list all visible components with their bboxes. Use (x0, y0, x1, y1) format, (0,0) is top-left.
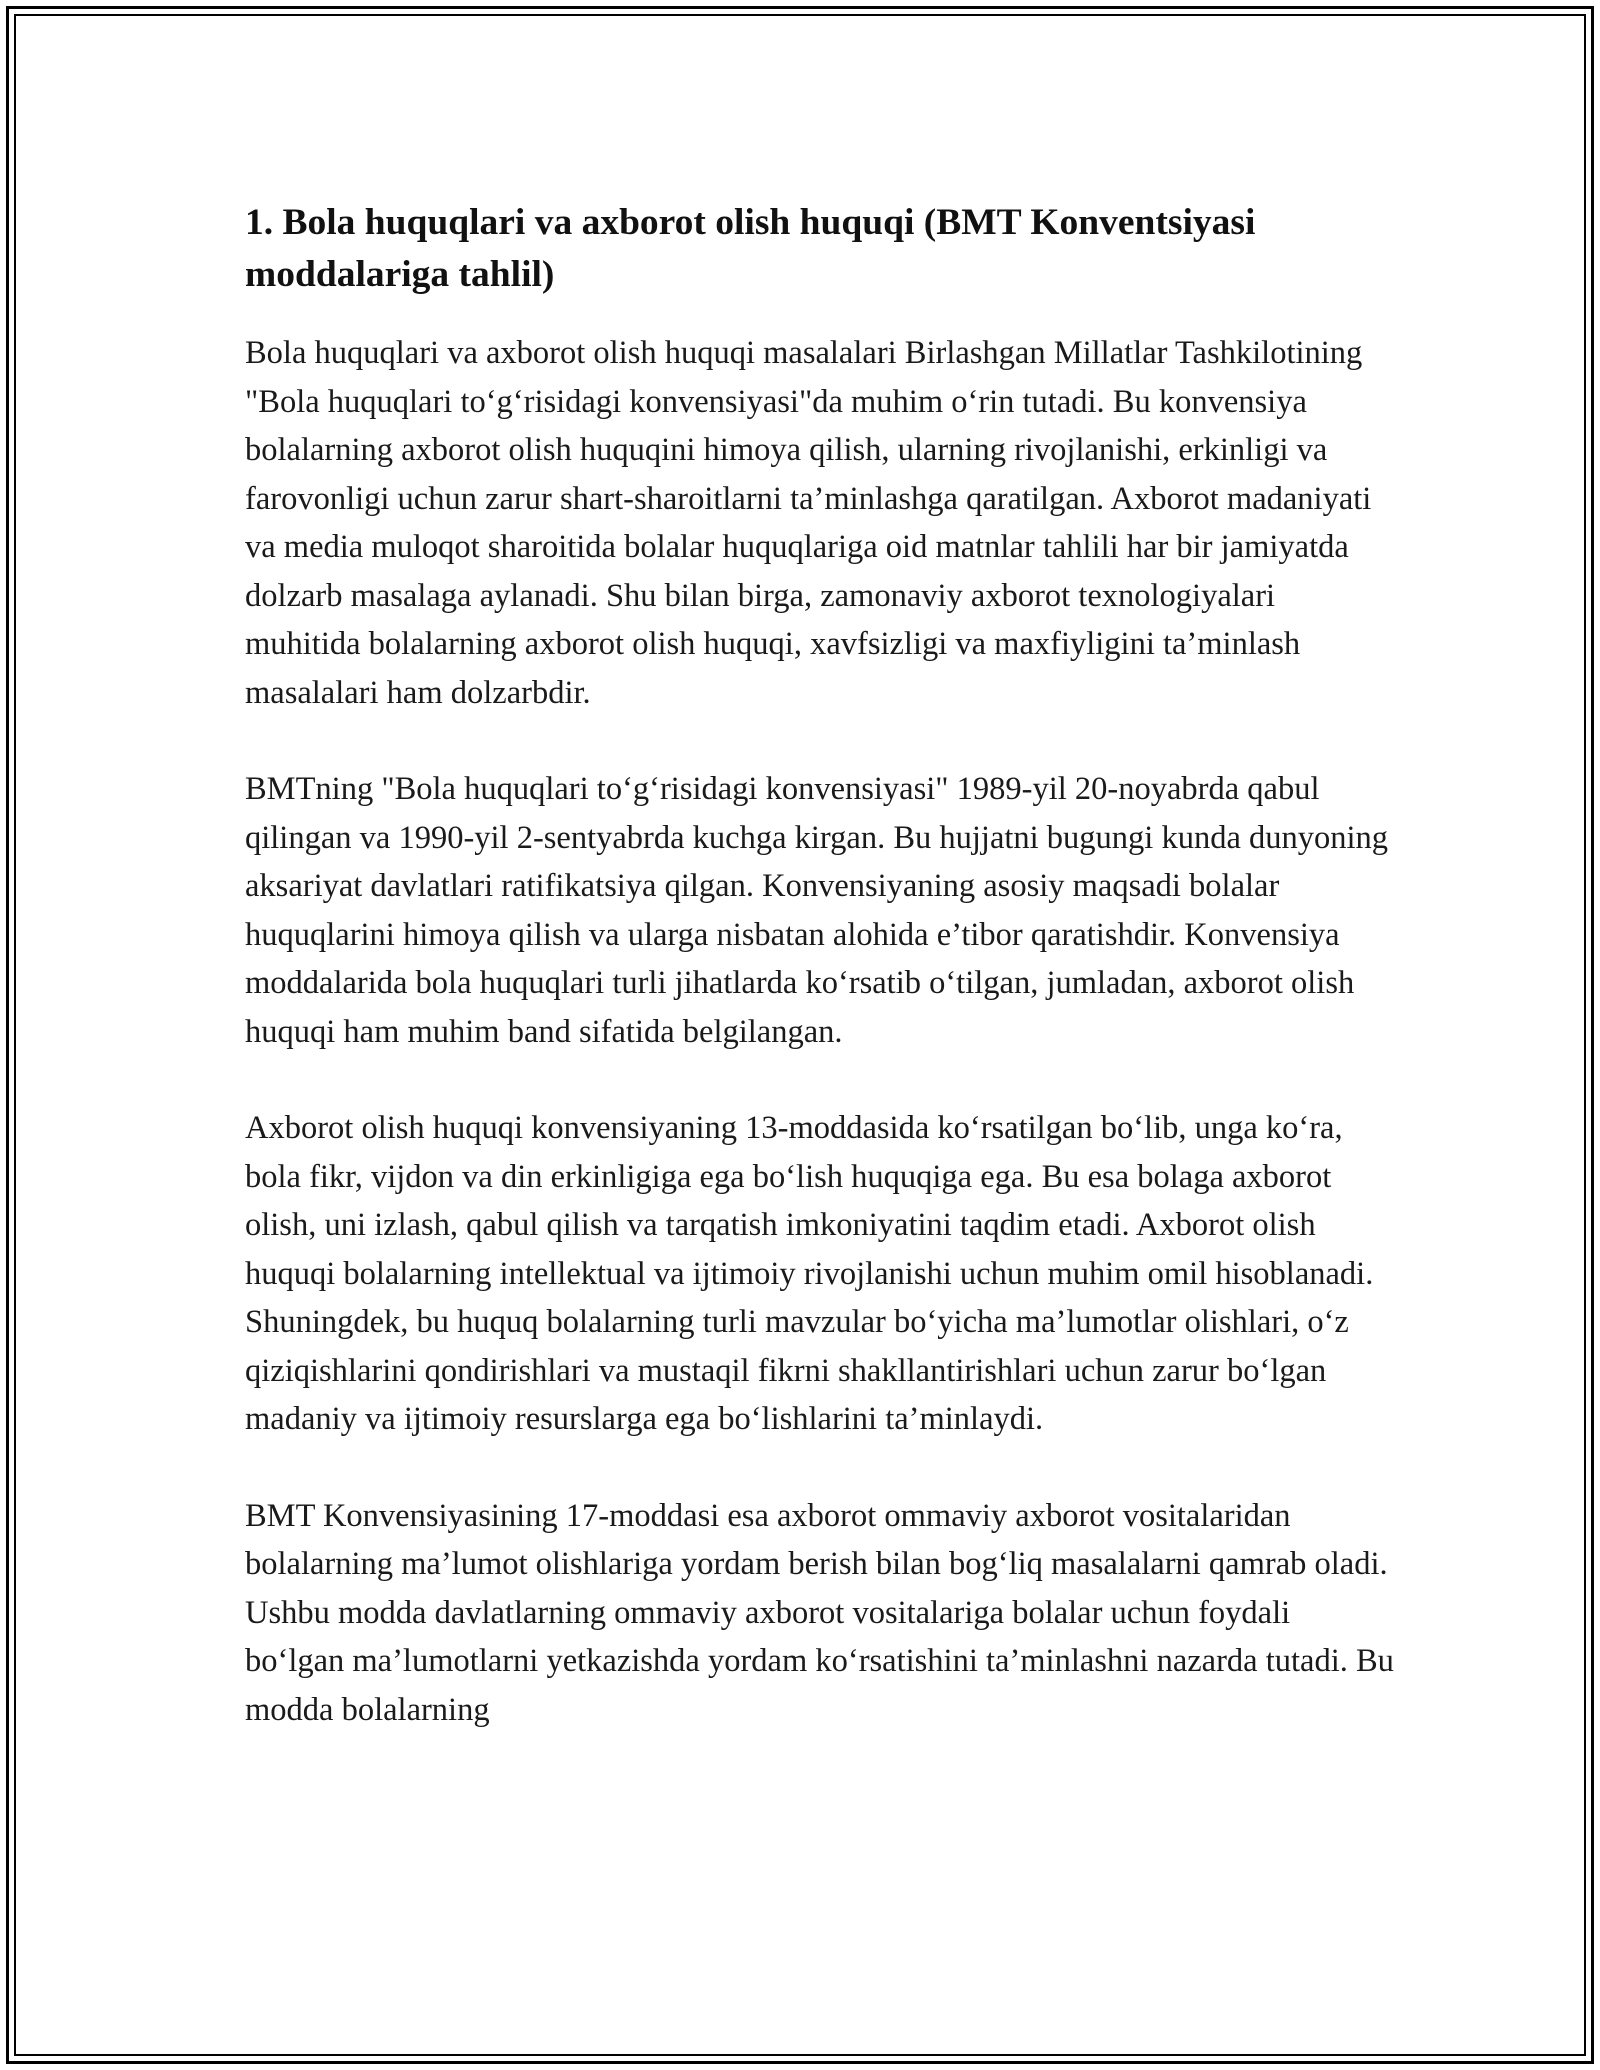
paragraph-4: BMT Konvensiyasining 17-moddasi esa axborot ommaviy axborot vositalaridan bolalarning ma’lumot olishlariga yordam berish bilan bog‘liq masalalarni qamrab oladi. Ushbu modda davlatlarning ommaviy axborot vositalariga bolalar uchun foydali bo‘lgan ma’lumotlarni yetkazishda yordam ko‘rsatishini ta’minlashni nazarda tutadi. Bu modda bolalarning (245, 1497, 1394, 1728)
paragraph-1: Bola huquqlari va axborot olish huquqi masalalari Birlashgan Millatlar Tashkilotining "Bola huquqlari to‘g‘risidagi konvensiyasi"da muhim o‘rin tutadi. Bu konvensiya bolalarning axborot olish huquqini himoya qilish, ularning rivojlanishi, erkinligi va farovonligi uchun zarur shart-sharoitlarni ta’minlashga qaratilgan. Axborot madaniyati va media muloqot sharoitida bolalar huquqlariga oid matnlar tahlili har bir jamiyatda dolzarb masalaga aylanadi. Shu bilan birga, zamonaviy axborot texnologiyalari muhitida bolalarning axborot olish huquqi, xavfsizligi va maxfiyligini ta’minlash masalalari ham dolzarbdir. (245, 335, 1372, 711)
page-frame (6, 6, 1594, 2064)
section-heading: 1. Bola huquqlari va axborot olish huquqi (BMT Konventsiyasi moddalariga tahlil) (245, 202, 1256, 295)
paragraph-3: Axborot olish huquqi konvensiyaning 13-moddasida ko‘rsatilgan bo‘lib, unga ko‘ra, bola fikr, vijdon va din erkinligiga ega bo‘lish huquqiga ega. Bu esa bolaga axborot olish, uni izlash, qabul qilish va tarqatish imkoniyatini taqdim etadi. Axborot olish huquqi bolalarning intellektual va ijtimoiy rivojlanishi uchun muhim omil hisoblanadi. Shuningdek, bu huquq bolalarning turli mavzular bo‘yicha ma’lumotlar olishlari, o‘z qiziqishlarini qondirishlari va mustaqil fikrni shakllantirishlari uchun zarur bo‘lgan madaniy va ijtimoiy resurslarga ega bo‘lishlarini ta’minlaydi. (245, 1110, 1374, 1437)
document-body (245, 197, 1395, 1782)
paragraph-2: BMTning "Bola huquqlari to‘g‘risidagi konvensiyasi" 1989-yil 20-noyabrda qabul qilingan va 1990-yil 2-sentyabrda kuchga kirgan. Bu hujjatni bugungi kunda dunyoning aksariyat davlatlari ratifikatsiya qilgan. Konvensiyaning asosiy maqsadi bolalar huquqlarini himoya qilish va ularga nisbatan alohida e’tibor qaratishdir. Konvensiya moddalarida bola huquqlari turli jihatlarda ko‘rsatib o‘tilgan, jumladan, axborot olish huquqi ham muhim band sifatida belgilangan. (245, 771, 1389, 1050)
